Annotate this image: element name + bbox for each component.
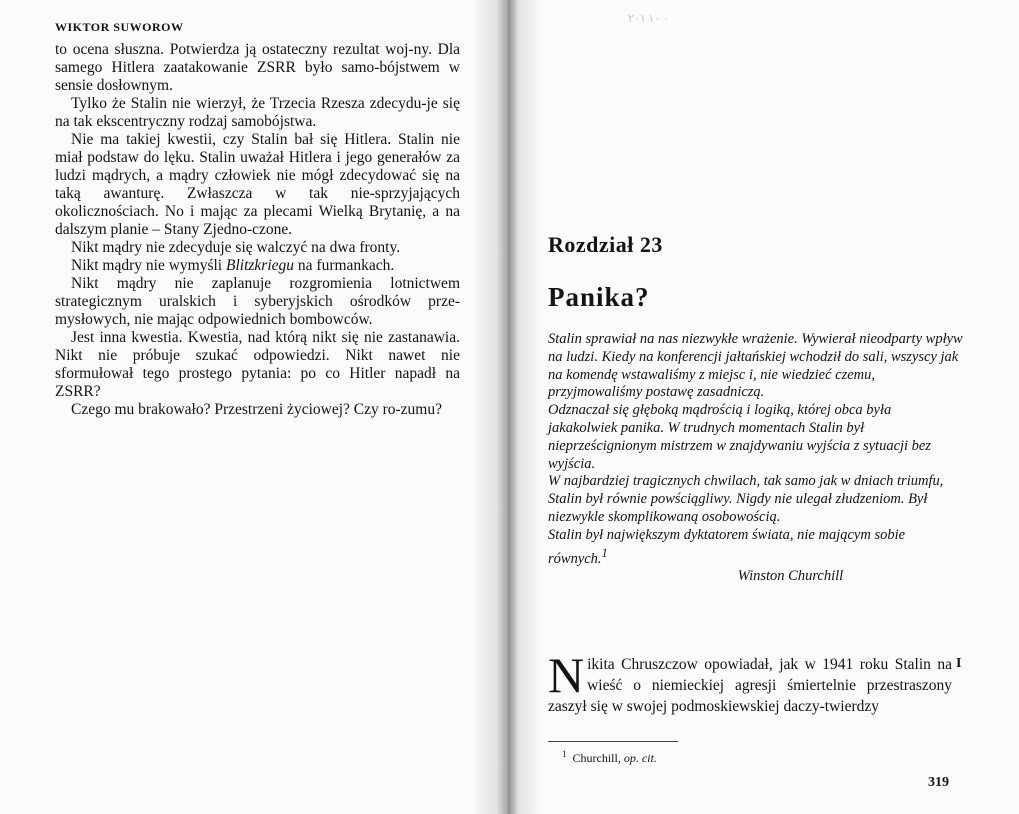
epigraph-author: Winston Churchill	[737, 568, 844, 585]
chapter-label: Rozdział 23	[548, 232, 663, 257]
paragraph: Nikt mądry nie zaplanuje rozgromienia lotnictwem strategicznym uralskich i syberyjskich ośrodków prze-mysłowych, nie mając odpowiednich bombowców.	[55, 275, 460, 328]
epigraph-text: Stalin był największym dyktatorem świata, nie mającym sobie równych.	[548, 526, 906, 567]
footnote-text: Churchill,	[572, 751, 621, 765]
epigraph-paragraph: Odznaczał się głęboką mądrością i logiką, której obca była jakakolwiek panika. W trudnych momentach Stalin był nieprześcignionym mistrzem w znajdywaniu wyjścia z sytuacji bez wyjścia.	[548, 402, 932, 472]
paragraph: Nikt mądry nie zdecyduje się walczyć na dwa fronty.	[71, 239, 401, 256]
footnote-citation: op. cit.	[623, 751, 657, 765]
right-page-body	[548, 647, 952, 717]
body-text: ikita Chruszczow opowiadał, jak w 1941 roku Stalin na wieść o niemieckiej agresji śmiertelnie przestraszony zaszył się w swojej podmoskiewskiej daczy-twierdzy	[548, 656, 952, 715]
paragraph-blitzkrieg	[55, 257, 460, 275]
footnote-reference: 1	[601, 545, 608, 560]
book-gutter-shadow-left	[470, 0, 508, 814]
left-page-body	[55, 41, 460, 419]
show-through-text: ٠ ١٠ ٢٠١	[628, 13, 669, 25]
paragraph: Nie ma takiej kwestii, czy Stalin bał się Hitlera. Stalin nie miał podstaw do lęku. Stalin uważał Hitlera i jego generałów za ludzi mądrych, a mądry człowiek nie mógł zdecydować się na taką awanturę. Zwłaszcza w tak nie-sprzyjających okolicznościach. No i mając za plecami Wielką Brytanię, a na dalszym planie – Stany Zjedno-czone.	[55, 131, 460, 238]
italic-term: Blitzkriegu	[226, 257, 295, 274]
text-run: Nikt mądry nie wymyśli	[71, 257, 226, 274]
epigraph-paragraph: Stalin sprawiał na nas niezwykłe wrażenie. Wywierał nieodparty wpływ na ludzi. Kiedy na konferencji jałtańskiej wchodził do sali, wszyscy jak na komendę wstawaliśmy z miejsc i, nie wiedzieć czemu, przyjmowaliśmy postawę zasadniczą.	[548, 331, 963, 401]
page-number: 319	[928, 775, 949, 790]
paragraph: Tylko że Stalin nie wierzył, że Trzecia Rzesza zdecydu-je się na tak ekscentryczny rodzaj samobójstwa.	[55, 95, 460, 130]
section-number: I	[956, 656, 962, 671]
footnote-divider	[548, 741, 678, 742]
paragraph: to ocena słuszna. Potwierdza ją ostateczny rezultat woj-ny. Dla samego Hitlera zaatakowanie ZSRR było samo-bójstwem w sensie dosłownym.	[55, 41, 460, 94]
right-page	[508, 0, 1019, 814]
paragraph: Jest inna kwestia. Kwestia, nad którą nikt się nie zastanawia. Nikt nie próbuje szukać odpowiedzi. Nikt nawet nie sformułował tego prostego pytania: po co Hitler napadł na ZSRR?	[55, 329, 460, 400]
footnote-mark: 1	[562, 749, 567, 759]
book-gutter-shadow-right	[508, 0, 542, 814]
paragraph: Czego mu brakowało? Przestrzeni życiowej? Czy ro-zumu?	[71, 401, 442, 418]
left-page	[0, 0, 508, 814]
running-head: WIKTOR SUWOROW	[55, 20, 184, 34]
text-run: na furmankach.	[294, 257, 395, 274]
epigraph-last-paragraph	[548, 527, 963, 568]
footnote	[562, 749, 657, 766]
epigraph	[548, 331, 963, 586]
epigraph-paragraph: W najbardziej tragicznych chwilach, tak samo jak w dniach triumfu, Stalin był równie powściągliwy. Nigdy nie ulegał złudzeniom. Był niezwykle skomplikowaną osobowością.	[548, 473, 944, 525]
chapter-title: Panika?	[548, 282, 650, 312]
drop-cap: N	[548, 647, 585, 703]
